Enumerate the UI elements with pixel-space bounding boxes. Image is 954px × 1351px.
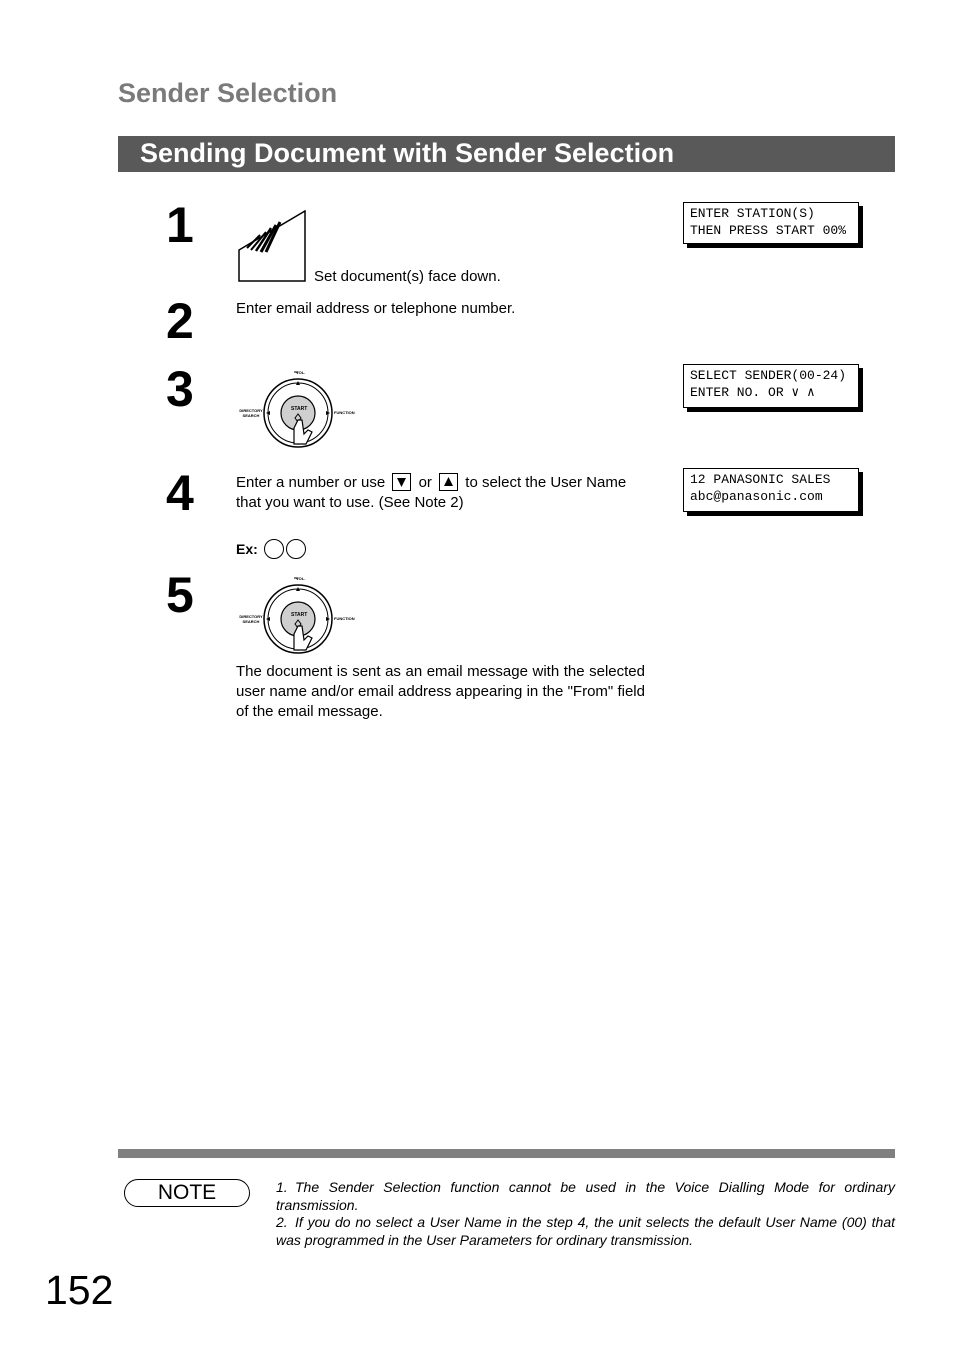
up-arrow-key xyxy=(439,473,458,491)
step-4-text-a: Enter a number or use xyxy=(236,474,386,491)
step-4-text xyxy=(236,473,656,513)
step-2-text: Enter email address or telephone number. xyxy=(236,300,516,317)
lcd-line: abc@panasonic.com xyxy=(690,489,823,504)
down-arrow-key xyxy=(392,473,411,491)
step-number-5: 5 xyxy=(166,567,194,623)
step-number-3: 3 xyxy=(166,361,194,417)
document-face-down-icon xyxy=(238,210,308,282)
start-button[interactable]: START xyxy=(291,406,308,412)
page-number: 152 xyxy=(45,1267,114,1313)
note-number: 1. xyxy=(276,1179,288,1195)
example-row xyxy=(236,539,306,559)
note-number: 2. xyxy=(276,1214,288,1230)
panel-label-vol: VOL. xyxy=(296,370,306,375)
note-label: NOTE xyxy=(124,1179,250,1207)
divider-bar xyxy=(118,1149,895,1158)
lcd-line: 12 PANASONIC SALES xyxy=(690,472,831,487)
panel-label-vol: VOL. xyxy=(296,576,306,581)
down-arrow-icon xyxy=(393,474,410,490)
panel-label-directory: DIRECTORY SEARCH xyxy=(239,614,263,624)
start-button[interactable]: START xyxy=(291,612,308,618)
lcd-display-4 xyxy=(683,468,859,512)
step-4-text-or: or xyxy=(418,474,432,491)
note-item-1 xyxy=(276,1178,895,1214)
lcd-line: ENTER STATION(S) xyxy=(690,206,815,221)
control-panel-start-press xyxy=(236,368,360,450)
lcd-display-1 xyxy=(683,202,859,244)
step-4-text-b: to select the User Name xyxy=(465,474,627,491)
panel-label-function: FUNCTION xyxy=(334,410,355,415)
lcd-line: THEN PRESS START 00% xyxy=(690,223,847,238)
step-number-4: 4 xyxy=(166,465,194,521)
step-5-text: The document is sent as an email message with the selected user name and/or email address appearing in the "From" field of the email message. xyxy=(236,663,645,720)
note-item-2 xyxy=(276,1213,895,1249)
number-key-icon xyxy=(286,539,306,559)
panel-label-function: FUNCTION xyxy=(334,616,355,621)
step-4-text-c: that you want to use. (See Note 2) xyxy=(236,494,464,511)
panel-label-directory: DIRECTORY SEARCH xyxy=(239,408,263,418)
step-1-text: Set document(s) face down. xyxy=(314,268,501,285)
up-arrow-icon xyxy=(440,474,457,490)
note-text: The Sender Selection function cannot be used in the Voice Dialling Mode for ordinary transmission. xyxy=(276,1179,895,1213)
step-number-1: 1 xyxy=(166,197,194,253)
note-text: If you do no select a User Name in the step 4, the unit selects the default User Name (00) that was programmed in the User Parameters for ordinary transmission. xyxy=(276,1214,895,1248)
example-label: Ex: xyxy=(236,541,258,557)
lcd-display-3 xyxy=(683,364,859,408)
step-number-2: 2 xyxy=(166,293,194,349)
control-panel-start-press xyxy=(236,574,360,656)
lcd-line: SELECT SENDER(00-24) xyxy=(690,368,847,383)
section-title: Sender Selection xyxy=(118,78,338,108)
lcd-line: ENTER NO. OR ∨ ∧ xyxy=(690,385,815,400)
number-key-icon xyxy=(264,539,284,559)
page-title: Sending Document with Sender Selection xyxy=(140,138,675,168)
